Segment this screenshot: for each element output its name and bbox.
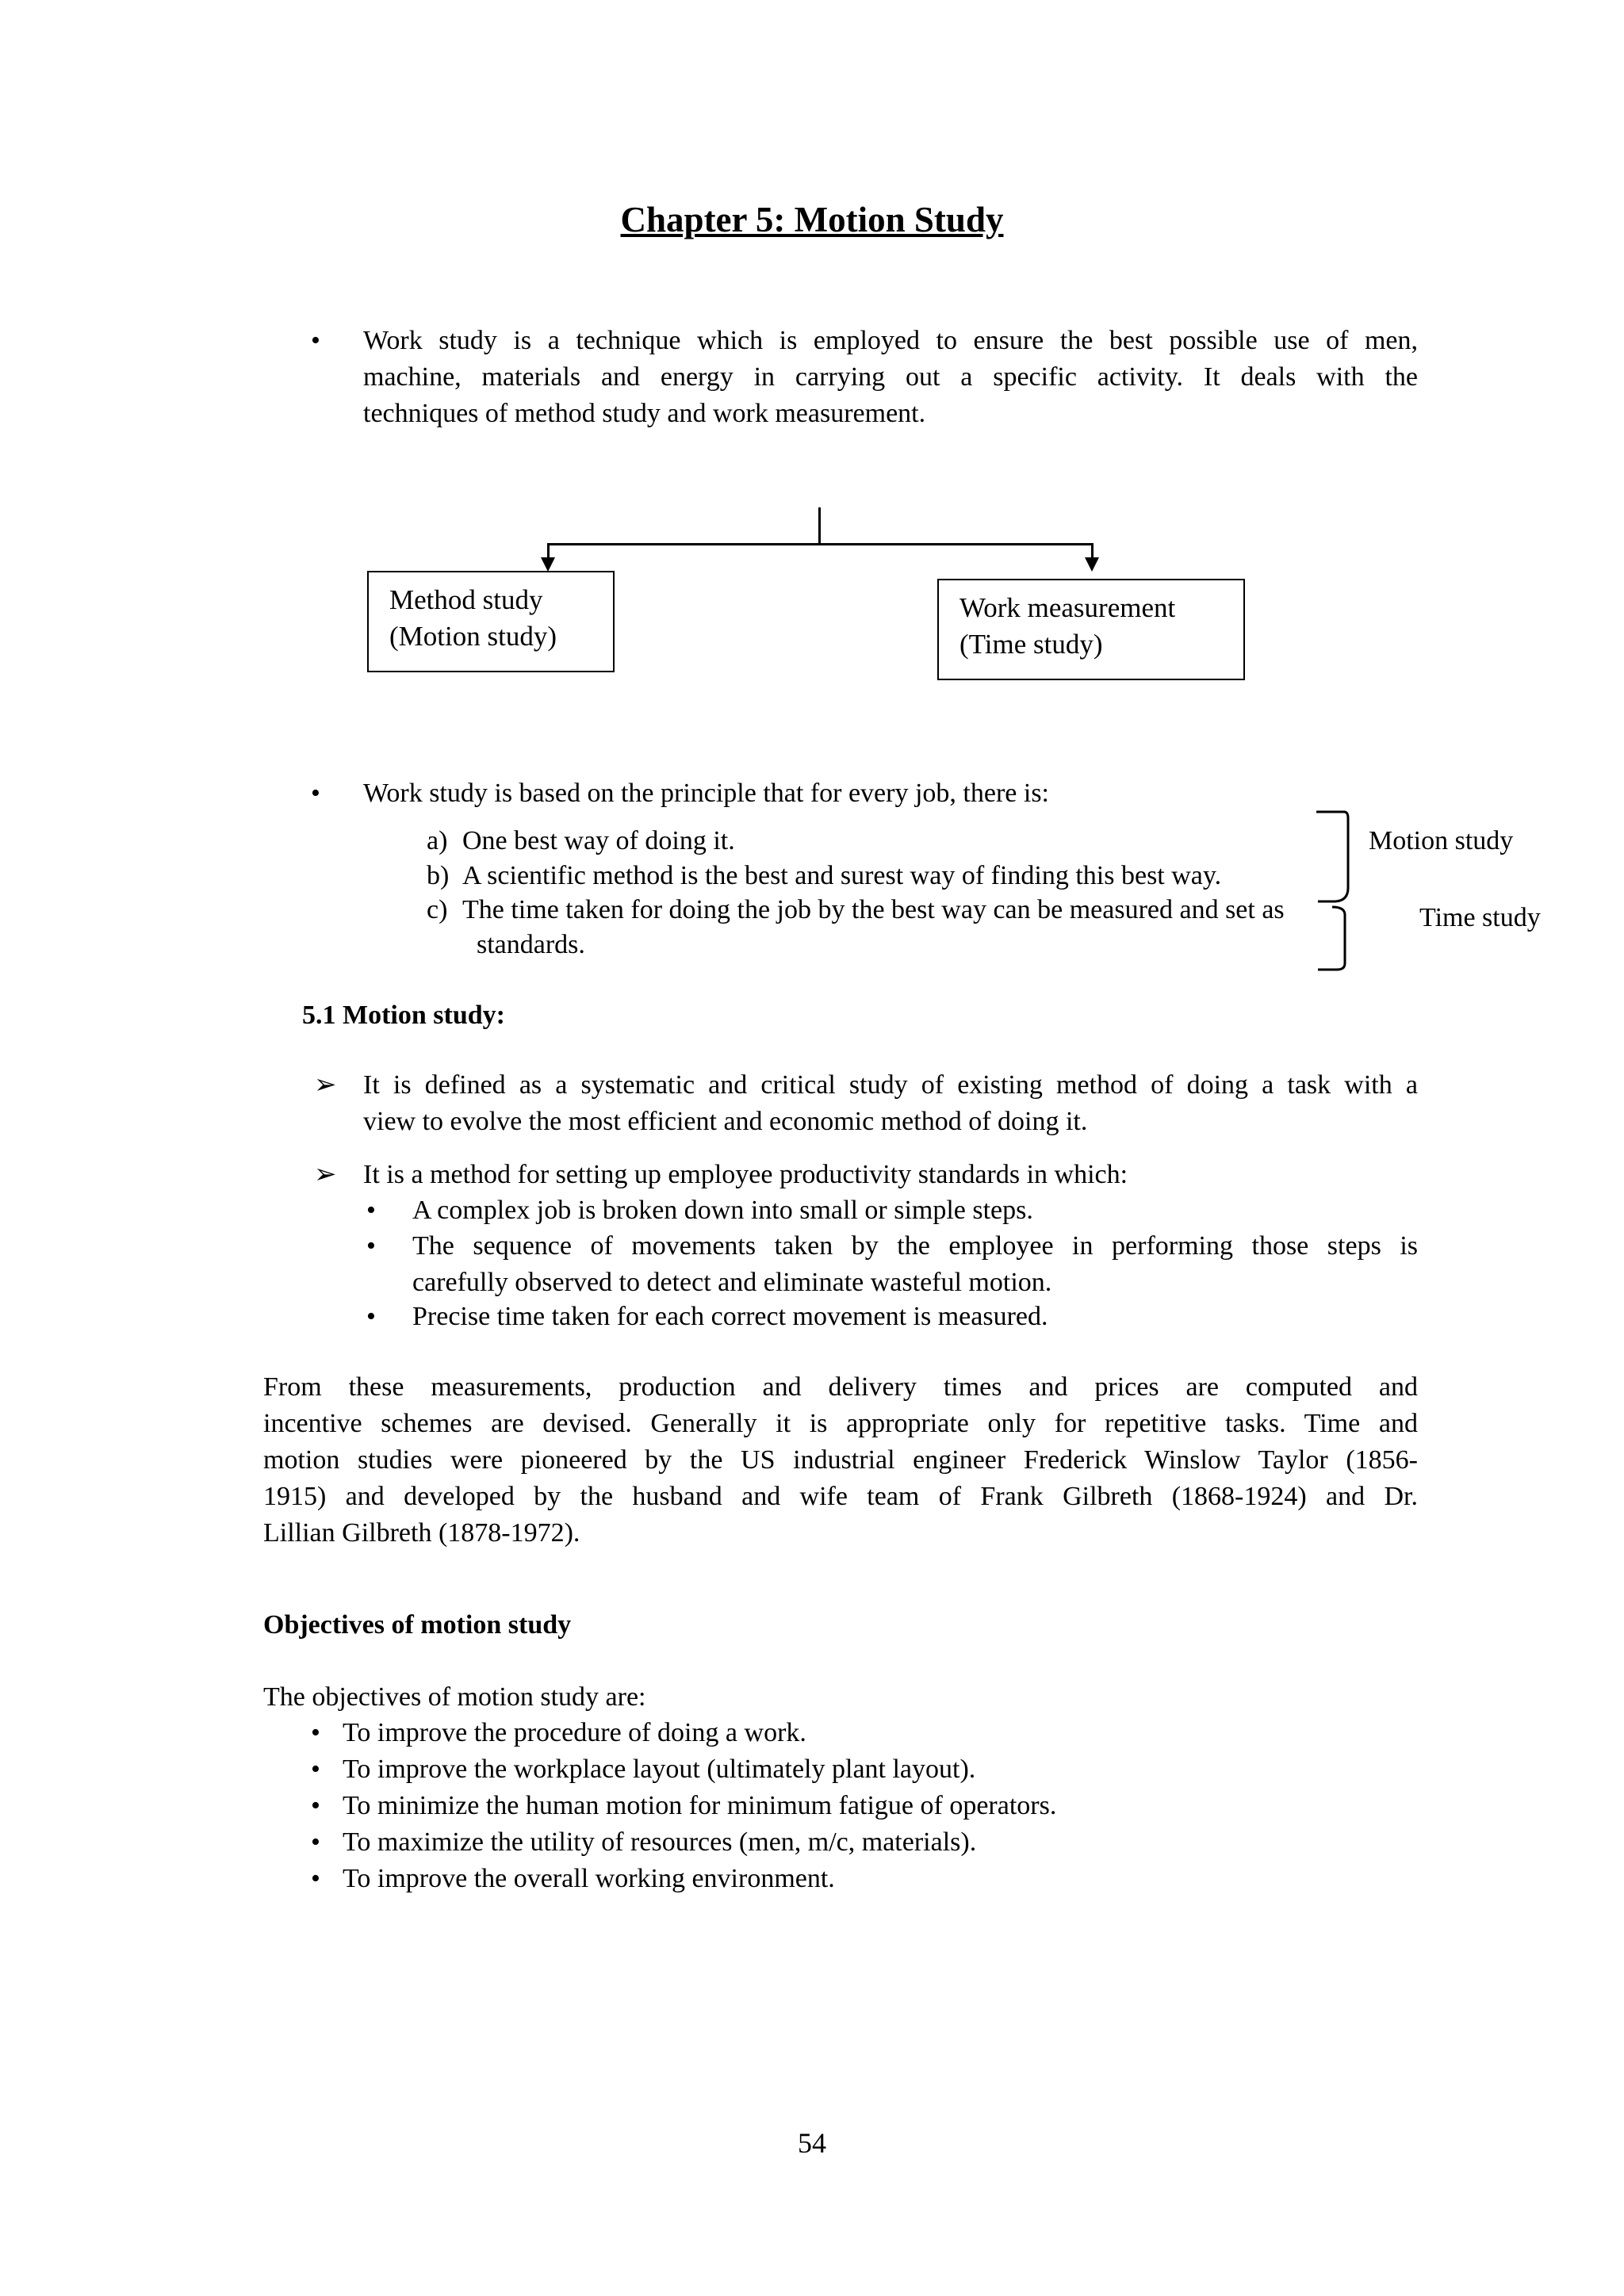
list-bullet: •	[311, 1718, 320, 1747]
paragraph-line: motion studies were pioneered by the US industrial engineer Frederick Winslow Taylor (1856-	[263, 1445, 1418, 1475]
list-item	[311, 1861, 1056, 1897]
list-item-text: To minimize the human motion for minimum fatigue of operators.	[343, 1791, 1057, 1820]
method-study-box	[367, 571, 615, 672]
sub-point: A complex job is broken down into small or simple steps.	[412, 1196, 1033, 1225]
list-bullet: •	[311, 1827, 320, 1857]
box-line: Method study	[389, 584, 543, 615]
motion-point: It is a method for setting up employee productivity standards in which:	[363, 1160, 1128, 1189]
paragraph-line: incentive schemes are devised. Generally it is appropriate only for repetitive tasks. Time and	[263, 1409, 1418, 1438]
work-measurement-box	[937, 579, 1245, 680]
principle-item-text: A scientific method is the best and surest way of finding this best way.	[462, 861, 1222, 890]
motion-point	[363, 1067, 1418, 1140]
intro-paragraph	[363, 323, 1418, 432]
intro-line: Work study is a technique which is employed to ensure the best possible use of men,	[363, 326, 1418, 355]
list-bullet: •	[311, 1755, 320, 1784]
work-study-diagram	[0, 507, 1624, 690]
principle-item-label: a)	[427, 826, 448, 855]
list-bullet: •	[311, 1791, 320, 1820]
point-line: view to evolve the most efficient and economic method of doing it.	[363, 1107, 1088, 1136]
sub-bullet-dot: •	[366, 1196, 376, 1225]
paragraph-line: Lillian Gilbreth (1878-1972).	[263, 1518, 580, 1548]
point-line: It is defined as a systematic and critical study of existing method of doing a task with a	[363, 1070, 1418, 1100]
principle-item-label: b)	[427, 861, 450, 890]
intro-line: machine, materials and energy in carrying out a specific activity. It deals with the	[363, 362, 1418, 392]
objectives-list	[311, 1715, 1056, 1897]
sub-point	[412, 1228, 1418, 1301]
arrow-bullet-icon: ➢	[314, 1070, 337, 1100]
connector-line	[818, 507, 821, 545]
arrow-down-icon	[541, 557, 555, 572]
list-item-text: To improve the procedure of doing a work.	[343, 1718, 806, 1747]
objectives-heading: Objectives of motion study	[263, 1610, 572, 1640]
principle-item-text: One best way of doing it.	[462, 826, 735, 855]
section-heading: 5.1 Motion study:	[302, 1001, 505, 1030]
connector-line	[547, 543, 1093, 545]
arrow-bullet-icon: ➢	[314, 1160, 337, 1189]
list-item	[311, 1751, 1056, 1788]
list-item-text: To improve the workplace layout (ultimately plant layout).	[343, 1755, 976, 1784]
page-number: 54	[798, 2127, 826, 2159]
page-title: Chapter 5: Motion Study	[620, 200, 1004, 239]
sub-bullet-dot: •	[366, 1231, 376, 1261]
list-item	[311, 1824, 1056, 1861]
box-line: Work measurement	[959, 592, 1176, 623]
sub-point: Precise time taken for each correct movement is measured.	[412, 1302, 1048, 1331]
arrow-down-icon	[1085, 557, 1099, 572]
list-item-text: To improve the overall working environment.	[343, 1864, 835, 1893]
intro-bullet-dot: •	[311, 326, 320, 355]
principle-item-label: c)	[427, 895, 448, 924]
sub-point-line: carefully observed to detect and eliminate wasteful motion.	[412, 1268, 1052, 1297]
intro-line: techniques of method study and work measurement.	[363, 399, 926, 428]
principle-bullet-dot: •	[311, 779, 320, 808]
history-paragraph	[263, 1369, 1418, 1552]
right-brace-icon	[1300, 809, 1372, 983]
motion-study-label: Motion study	[1369, 826, 1514, 855]
principle-item-continuation: standards.	[477, 930, 585, 959]
list-bullet: •	[311, 1864, 320, 1893]
box-line: (Motion study)	[389, 621, 557, 652]
time-study-label: Time study	[1419, 903, 1541, 932]
paragraph-line: 1915) and developed by the husband and wife team of Frank Gilbreth (1868-1924) and Dr.	[263, 1482, 1418, 1511]
paragraph-line: From these measurements, production and delivery times and prices are computed and	[263, 1372, 1418, 1402]
list-item	[311, 1715, 1056, 1751]
box-line: (Time study)	[959, 629, 1103, 660]
list-item-text: To maximize the utility of resources (men, m/c, materials).	[343, 1827, 977, 1857]
sub-bullet-dot: •	[366, 1302, 376, 1331]
list-item	[311, 1788, 1056, 1824]
sub-point-line: The sequence of movements taken by the employee in performing those steps is	[412, 1231, 1418, 1261]
principle-text: Work study is based on the principle that for every job, there is:	[363, 779, 1049, 808]
objectives-intro: The objectives of motion study are:	[263, 1682, 646, 1712]
principle-item-text: The time taken for doing the job by the best way can be measured and set as	[462, 895, 1285, 924]
